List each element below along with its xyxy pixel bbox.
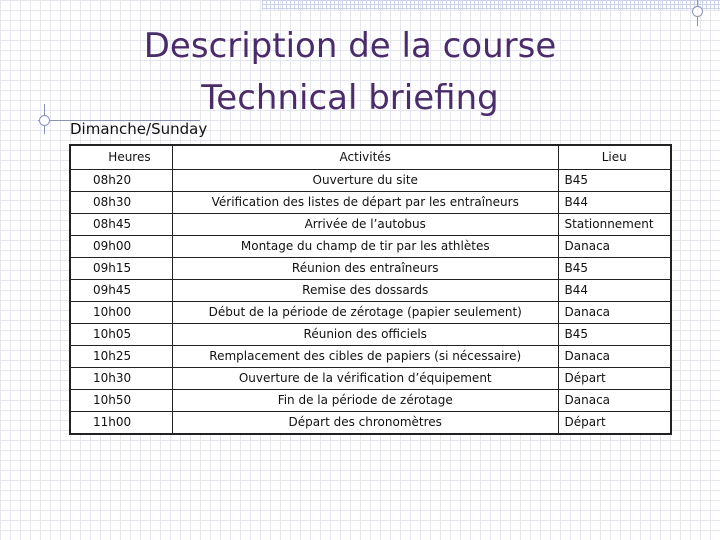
header-location: Lieu bbox=[558, 145, 671, 169]
cell-location: Danaca bbox=[558, 301, 671, 323]
table-row bbox=[70, 345, 671, 367]
slide-title bbox=[100, 20, 600, 124]
table-header-row bbox=[70, 145, 671, 169]
title-line-2: Technical briefing bbox=[201, 78, 499, 118]
cell-time: 10h30 bbox=[70, 367, 172, 389]
table-row bbox=[70, 213, 671, 235]
table-row bbox=[70, 257, 671, 279]
table-row bbox=[70, 367, 671, 389]
cell-location: B45 bbox=[558, 169, 671, 191]
table-row bbox=[70, 411, 671, 434]
cell-location: Départ bbox=[558, 367, 671, 389]
cell-activity: Remise des dossards bbox=[172, 279, 558, 301]
cell-location: B44 bbox=[558, 279, 671, 301]
header-hours: Heures bbox=[70, 145, 172, 169]
cell-location: Danaca bbox=[558, 235, 671, 257]
schedule-table bbox=[69, 144, 672, 435]
table-row bbox=[70, 169, 671, 191]
table-row bbox=[70, 191, 671, 213]
table-row bbox=[70, 279, 671, 301]
cell-time: 11h00 bbox=[70, 411, 172, 434]
cell-location: B44 bbox=[558, 191, 671, 213]
cell-time: 10h00 bbox=[70, 301, 172, 323]
cell-time: 08h30 bbox=[70, 191, 172, 213]
header-activities: Activités bbox=[172, 145, 558, 169]
cell-location: B45 bbox=[558, 257, 671, 279]
decorative-circle-right bbox=[692, 6, 703, 17]
cell-activity: Réunion des officiels bbox=[172, 323, 558, 345]
cell-activity: Ouverture de la vérification d’équipement bbox=[172, 367, 558, 389]
cell-activity: Fin de la période de zérotage bbox=[172, 389, 558, 411]
cell-activity: Ouverture du site bbox=[172, 169, 558, 191]
decorative-top-bar bbox=[262, 0, 720, 10]
cell-location: Départ bbox=[558, 411, 671, 434]
cell-time: 10h05 bbox=[70, 323, 172, 345]
title-line-1: Description de la course bbox=[143, 26, 557, 66]
cell-activity: Arrivée de l’autobus bbox=[172, 213, 558, 235]
cell-activity: Montage du champ de tir par les athlètes bbox=[172, 235, 558, 257]
cell-location: Danaca bbox=[558, 389, 671, 411]
cell-location: B45 bbox=[558, 323, 671, 345]
cell-time: 08h45 bbox=[70, 213, 172, 235]
cell-activity: Réunion des entraîneurs bbox=[172, 257, 558, 279]
cell-time: 10h25 bbox=[70, 345, 172, 367]
cell-time: 09h45 bbox=[70, 279, 172, 301]
cell-time: 09h00 bbox=[70, 235, 172, 257]
cell-activity: Vérification des listes de départ par les entraîneurs bbox=[172, 191, 558, 213]
table-row bbox=[70, 323, 671, 345]
decorative-circle-left bbox=[39, 115, 50, 126]
table-row bbox=[70, 301, 671, 323]
cell-location: Danaca bbox=[558, 345, 671, 367]
table-row bbox=[70, 389, 671, 411]
cell-activity: Départ des chronomètres bbox=[172, 411, 558, 434]
cell-time: 09h15 bbox=[70, 257, 172, 279]
table-row bbox=[70, 235, 671, 257]
cell-time: 10h50 bbox=[70, 389, 172, 411]
cell-activity: Début de la période de zérotage (papier seulement) bbox=[172, 301, 558, 323]
cell-activity: Remplacement des cibles de papiers (si nécessaire) bbox=[172, 345, 558, 367]
cell-location: Stationnement bbox=[558, 213, 671, 235]
cell-time: 08h20 bbox=[70, 169, 172, 191]
day-subtitle: Dimanche/Sunday bbox=[70, 120, 208, 138]
